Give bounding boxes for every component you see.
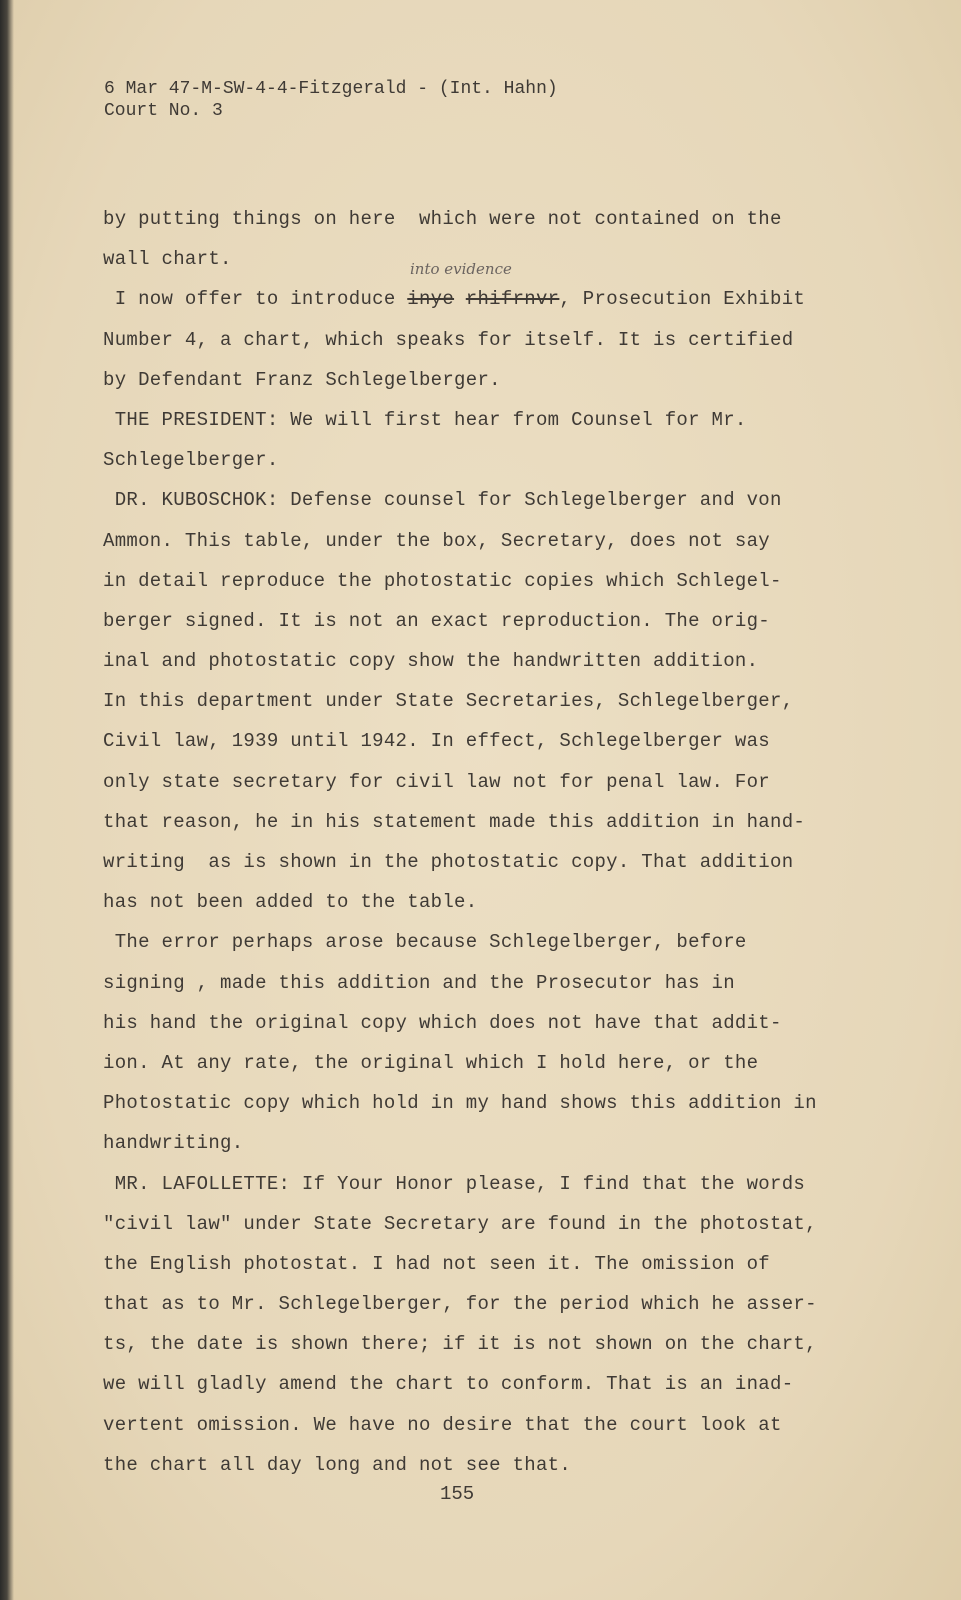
- handwritten-insertion: into evidence: [410, 260, 512, 278]
- text-line: "civil law" under State Secretary are found in the photostat,: [103, 1212, 817, 1235]
- text-line: the chart all day long and not see that.: [103, 1453, 572, 1476]
- text-line: Ammon. This table, under the box, Secretary, does not say: [103, 529, 771, 552]
- text-line: vertent omission. We have no desire that the court look at: [103, 1413, 782, 1436]
- text-line: by putting things on here which were not contained on the: [103, 208, 782, 230]
- text-line: MR. LAFOLLETTE: If Your Honor please, I find that the words: [103, 1172, 806, 1195]
- text-line: DR. KUBOSCHOK: Defense counsel for Schlegelberger and von: [103, 489, 782, 512]
- text-line: In this department under State Secretaries, Schlegelberger,: [103, 690, 794, 713]
- struck-word: rhifrnvr: [465, 288, 560, 311]
- text-line: wall chart.: [103, 248, 232, 271]
- text-line: Schlegelberger.: [103, 449, 279, 472]
- document-header: [104, 78, 558, 122]
- text-line: Photostatic copy which hold in my hand shows this addition in: [103, 1092, 817, 1115]
- scan-binding-edge: [0, 0, 14, 1600]
- text-line: that as to Mr. Schlegelberger, for the period which he asser-: [103, 1293, 817, 1316]
- text-line: ion. At any rate, the original which I hold here, or the: [103, 1051, 759, 1074]
- text-line: inal and photostatic copy show the handwritten addition.: [103, 650, 759, 673]
- text-line: Civil law, 1939 until 1942. In effect, Schlegelberger was: [103, 730, 771, 753]
- text-line: ts, the date is shown there; if it is not shown on the chart,: [103, 1333, 817, 1356]
- text-line: that reason, he in his statement made this addition in hand-: [103, 810, 806, 833]
- text-line: only state secretary for civil law not for penal law. For: [103, 770, 771, 793]
- struck-word: inye: [407, 288, 455, 311]
- text-line: we will gladly amend the chart to conform. That is an inad-: [103, 1373, 794, 1396]
- text-line: berger signed. It is not an exact reproduction. The orig-: [103, 609, 771, 632]
- page-number: 155: [440, 1483, 475, 1505]
- text-line: signing , made this addition and the Prosecutor has in: [103, 971, 735, 994]
- text-segment: [454, 288, 466, 310]
- text-segment: , Prosecution Exhibit: [559, 288, 806, 311]
- text-line: writing as is shown in the photostatic copy. That addition: [103, 851, 794, 873]
- text-line: by Defendant Franz Schlegelberger.: [103, 368, 501, 391]
- text-line: THE PRESIDENT: We will first hear from Counsel for Mr.: [103, 408, 747, 431]
- header-session-line: 6 Mar 47-M-SW-4-4-Fitzgerald - (Int. Hahn): [104, 79, 558, 99]
- text-segment: I now offer to introduce: [103, 288, 408, 311]
- text-line: has not been added to the table.: [103, 891, 478, 914]
- text-line: The error perhaps arose because Schlegelberger, before: [103, 931, 747, 954]
- text-line: his hand the original copy which does not have that addit-: [103, 1011, 782, 1034]
- text-line: the English photostat. I had not seen it. The omission of: [103, 1252, 771, 1275]
- text-line: in detail reproduce the photostatic copies which Schlegel-: [103, 569, 782, 592]
- text-line-with-corrections: [103, 279, 817, 319]
- text-line: handwriting.: [103, 1132, 244, 1155]
- header-court-line: Court No. 3: [104, 101, 223, 121]
- text-line: Number 4, a chart, which speaks for itself. It is certified: [103, 328, 794, 351]
- transcript-body: [103, 199, 817, 1485]
